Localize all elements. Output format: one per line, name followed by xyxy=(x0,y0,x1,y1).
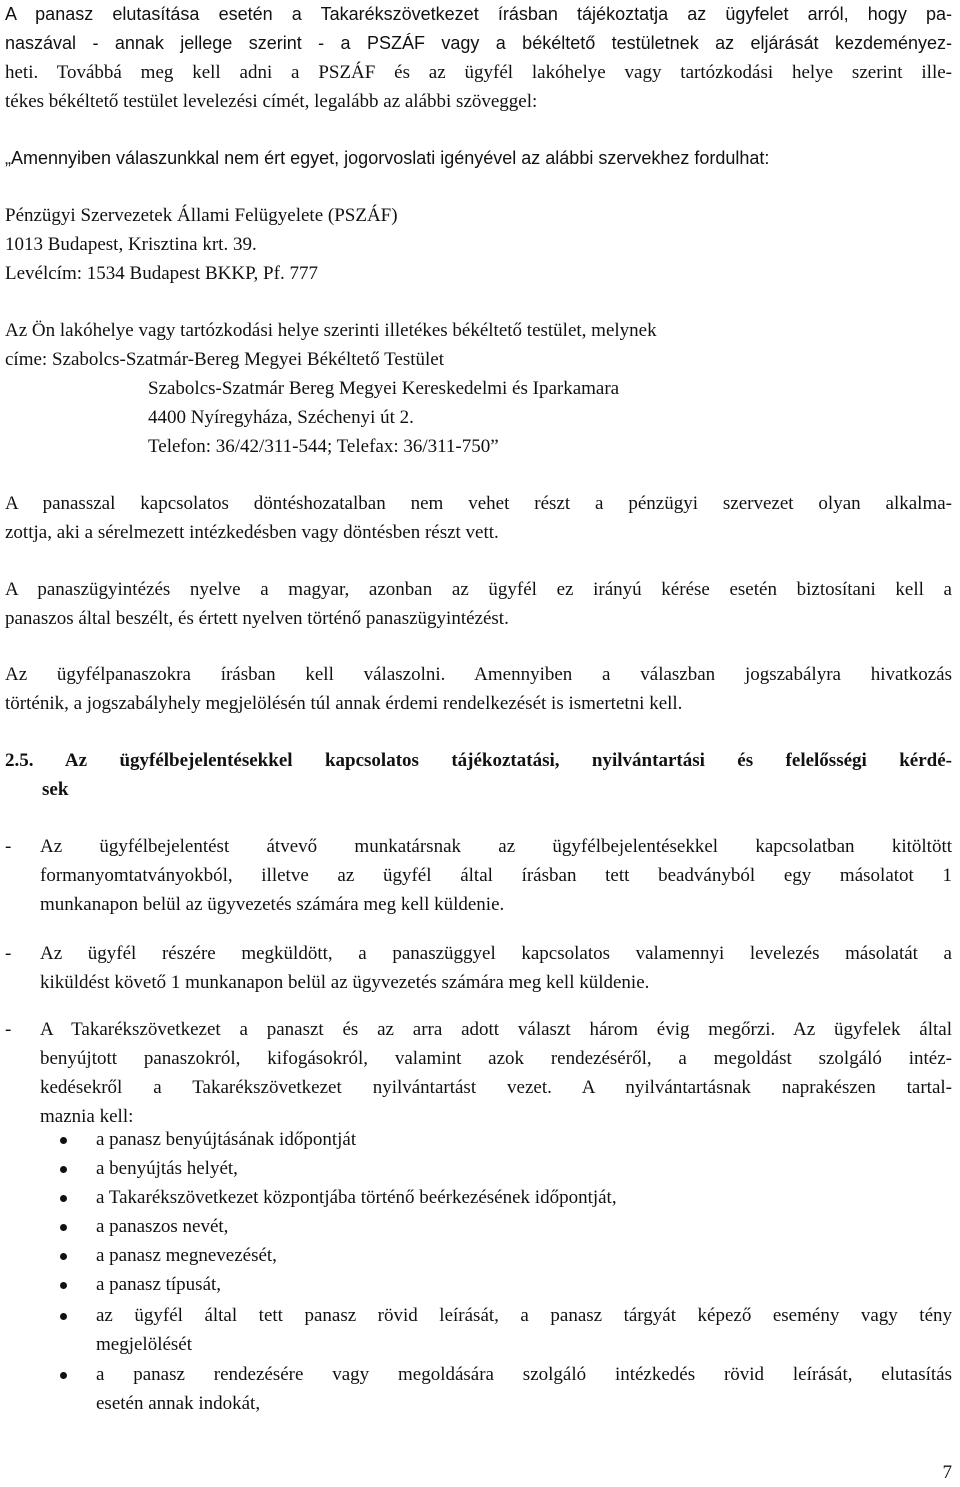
section-heading-line-2: sek xyxy=(42,779,69,800)
bullet-text: a benyújtás helyét, xyxy=(96,1158,238,1179)
language-line-2: panaszos által beszélt, és értett nyelven történő panaszügyintézést. xyxy=(5,608,509,629)
dash-marker: - xyxy=(5,943,12,964)
bullet-icon xyxy=(60,1282,67,1289)
bekelteto-line-4: 4400 Nyíregyháza, Széchenyi út 2. xyxy=(148,407,414,428)
intro-line-2: naszával - annak jellege szerint - a PSZÁF vagy a békéltető testületnek az eljárását kezdeményez- xyxy=(5,33,952,53)
language-line-1: A panaszügyintézés nyelve a magyar, azonban az ügyfél ez irányú kérése esetén biztosítani kell a xyxy=(5,579,952,600)
intro-line-4: tékes békéltető testület levelezési címét, legalább az alábbi szöveggel: xyxy=(5,91,538,112)
bullet-icon xyxy=(60,1137,67,1144)
dash-item-3-line-1: A Takarékszövetkezet a panaszt és az arra adott választ három évig megőrzi. Az ügyfelek által xyxy=(40,1019,952,1040)
bullet-text: a panaszos nevét, xyxy=(96,1216,229,1237)
intro-line-3: heti. Továbbá meg kell adni a PSZÁF és az ügyfél lakóhelye vagy tartózkodási helye szerint ille- xyxy=(5,62,952,83)
bullet-icon xyxy=(60,1195,67,1202)
dash-item-3-line-4: maznia kell: xyxy=(40,1106,134,1127)
page-number: 7 xyxy=(942,1462,952,1483)
dash-item-3-line-3: kedésekről a Takarékszövetkezet nyilvántartást vezet. A nyilvántartásnak naprakészen tartal- xyxy=(40,1077,952,1098)
pszaf-mail: Levélcím: 1534 Budapest BKKP, Pf. 777 xyxy=(5,263,318,284)
intro-line-1: A panasz elutasítása esetén a Takarékszövetkezet írásban tájékoztatja az ügyfelet arról, hogy pa- xyxy=(5,4,952,24)
dash-item-3-line-2: benyújtott panaszokról, kifogásokról, valamint azok rendezéséről, a megoldást szolgáló intéz- xyxy=(40,1048,952,1069)
bekelteto-line-5: Telefon: 36/42/311-544; Telefax: 36/311-750” xyxy=(148,436,499,457)
bullet-icon xyxy=(60,1372,67,1379)
dash-marker: - xyxy=(5,836,12,857)
dash-item-2-line-2: kiküldést követő 1 munkanapon belül az ügyvezetés számára meg kell küldenie. xyxy=(40,972,650,993)
dash-marker: - xyxy=(5,1019,12,1040)
dash-item-1-line-3: munkanapon belül az ügyvezetés számára meg kell küldenie. xyxy=(40,894,505,915)
bekelteto-line-3: Szabolcs-Szatmár Bereg Megyei Kereskedelmi és Iparkamara xyxy=(148,378,620,399)
bullet-text: az ügyfél által tett panasz rövid leírását, a panasz tárgyát képező esemény vagy tény xyxy=(96,1305,952,1326)
section-heading-line-1: 2.5. Az ügyfélbejelentésekkel kapcsolatos tájékoztatási, nyilvántartási és felelősségi kérdé- xyxy=(5,750,952,771)
bullet-text: a panasz típusát, xyxy=(96,1274,222,1295)
decision-line-2: zottja, aki a sérelmezett intézkedésben vagy döntésben részt vett. xyxy=(5,522,499,543)
bullet-icon xyxy=(60,1253,67,1260)
pszaf-name: Pénzügyi Szervezetek Állami Felügyelete (PSZÁF) xyxy=(5,205,398,226)
bullet-text: a panasz rendezésére vagy megoldására szolgáló intézkedés rövid leírását, elutasítás xyxy=(96,1364,952,1385)
dash-item-1-line-2: formanyomtatványokból, illetve az ügyfél által írásban tett beadványból egy másolatot 1 xyxy=(40,865,952,886)
pszaf-address: 1013 Budapest, Krisztina krt. 39. xyxy=(5,234,257,255)
dash-item-2-line-1: Az ügyfél részére megküldött, a panaszüggyel kapcsolatos valamennyi levelezés másolatát a xyxy=(40,943,952,964)
decision-line-1: A panasszal kapcsolatos döntéshozatalban nem vehet részt a pénzügyi szervezet olyan alkalma- xyxy=(5,493,952,514)
bekelteto-line-2: címe: Szabolcs-Szatmár-Bereg Megyei Békéltető Testület xyxy=(5,349,445,370)
bullet-icon xyxy=(60,1166,67,1173)
written-line-1: Az ügyfélpanaszokra írásban kell válaszolni. Amennyiben a válaszban jogszabályra hivatkozás xyxy=(5,664,952,685)
bullet-text: a panasz benyújtásának időpontját xyxy=(96,1129,357,1150)
bullet-text: megjelölését xyxy=(96,1334,193,1355)
bekelteto-line-1: Az Ön lakóhelye vagy tartózkodási helye szerinti illetékes békéltető testület, melynek xyxy=(5,320,657,341)
bullet-icon xyxy=(60,1313,67,1320)
quote-lead: „Amennyiben válaszunkkal nem ért egyet, jogorvoslati igényével az alábbi szervekhez fordulhat: xyxy=(5,148,770,168)
bullet-text: a Takarékszövetkezet központjába történő beérkezésének időpontját, xyxy=(96,1187,617,1208)
dash-item-1-line-1: Az ügyfélbejelentést átvevő munkatársnak az ügyfélbejelentésekkel kapcsolatban kitöltött xyxy=(40,836,952,857)
bullet-text: a panasz megnevezését, xyxy=(96,1245,277,1266)
bullet-text: esetén annak indokát, xyxy=(96,1393,261,1414)
written-line-2: történik, a jogszabályhely megjelölésén túl annak érdemi rendelkezését is ismertetni kell. xyxy=(5,693,683,714)
bullet-icon xyxy=(60,1224,67,1231)
